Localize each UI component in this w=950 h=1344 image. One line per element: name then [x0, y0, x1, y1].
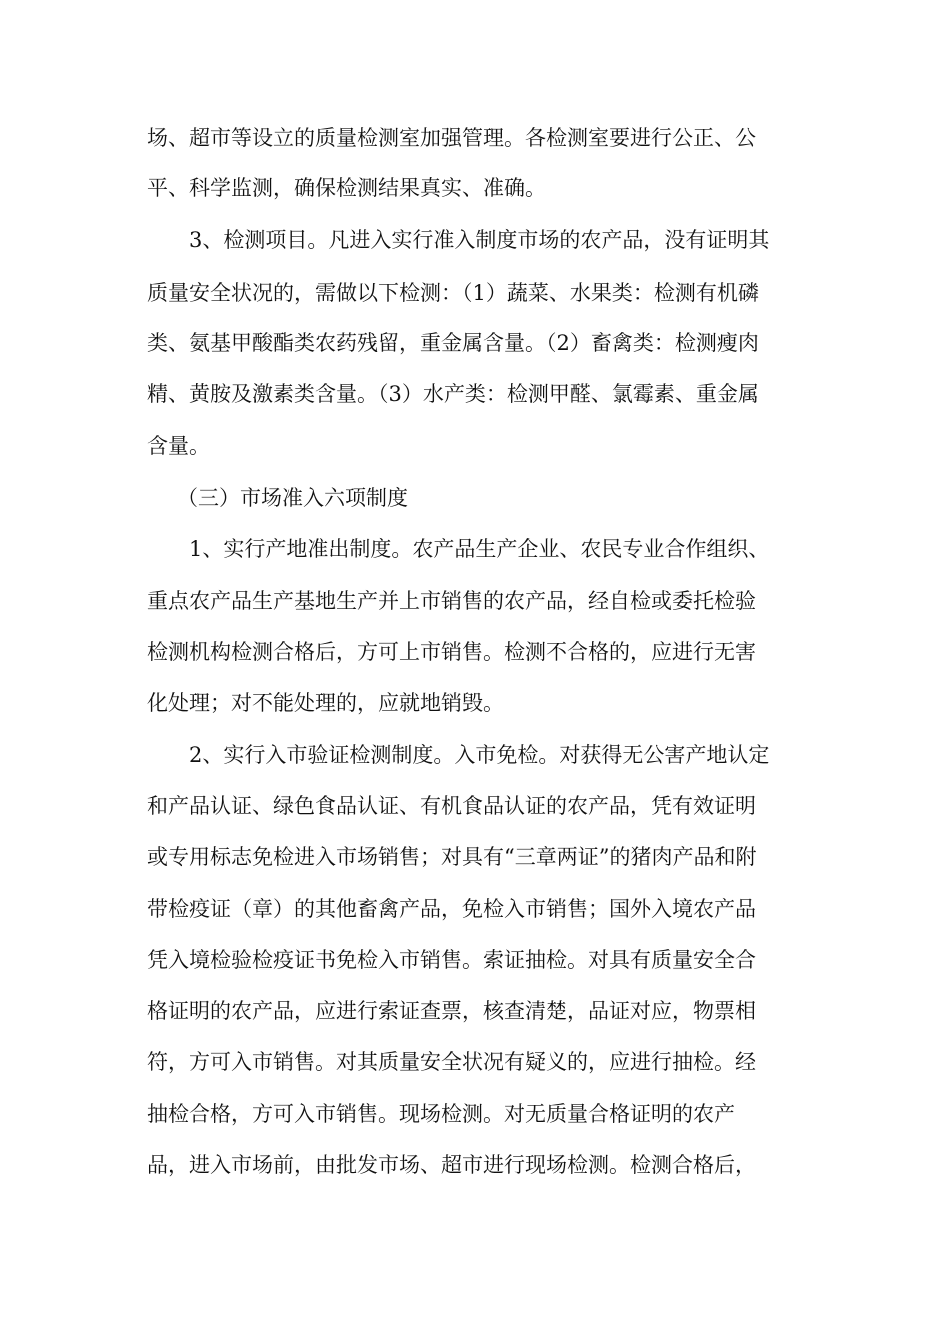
text-line-4: 质量安全状况的，需做以下检测：（1）蔬菜、水果类：检测有机磷	[147, 281, 759, 305]
text-line-16: 带检疫证（章）的其他畜禽产品，免检入市销售；国外入境农产品	[147, 897, 756, 921]
text-line-7: 含量。	[147, 434, 210, 458]
text-line-15: 或专用标志免检进入市场销售；对具有“三章两证”的猪肉产品和附	[147, 845, 757, 869]
text-line-11: 检测机构检测合格后，方可上市销售。检测不合格的，应进行无害	[147, 640, 756, 664]
text-line-20: 抽检合格，方可入市销售。现场检测。对无质量合格证明的农产	[147, 1102, 735, 1126]
section-heading: （三）市场准入六项制度	[177, 486, 408, 510]
text-line-10: 重点农产品生产基地生产并上市销售的农产品，经自检或委托检验	[147, 589, 756, 613]
text-line-6: 精、黄胺及激素类含量。（3）水产类：检测甲醛、氯霉素、重金属	[147, 382, 759, 406]
text-line-18: 格证明的农产品，应进行索证查票，核查清楚，品证对应，物票相	[147, 999, 756, 1023]
text-line-14: 和产品认证、绿色食品认证、有机食品认证的农产品，凭有效证明	[147, 794, 756, 818]
text-line-13: 2、实行入市验证检测制度。入市免检。对获得无公害产地认定	[189, 743, 770, 767]
text-line-9: 1、实行产地准出制度。农产品生产企业、农民专业合作组织、	[189, 537, 770, 561]
text-line-12: 化处理；对不能处理的，应就地销毁。	[147, 691, 504, 715]
text-line-17: 凭入境检验检疫证书免检入市销售。索证抽检。对具有质量安全合	[147, 948, 756, 972]
text-line-19: 符，方可入市销售。对其质量安全状况有疑义的，应进行抽检。经	[147, 1050, 756, 1074]
text-line-21: 品，进入市场前，由批发市场、超市进行现场检测。检测合格后，	[147, 1153, 756, 1177]
text-line-1: 场、超市等设立的质量检测室加强管理。各检测室要进行公正、公	[147, 126, 756, 150]
text-line-2: 平、科学监测，确保检测结果真实、准确。	[147, 176, 546, 200]
text-line-5: 类、氨基甲酸酯类农药残留，重金属含量。（2）畜禽类：检测瘦肉	[147, 331, 759, 355]
text-line-3: 3、检测项目。凡进入实行准入制度市场的农产品，没有证明其	[189, 228, 770, 252]
